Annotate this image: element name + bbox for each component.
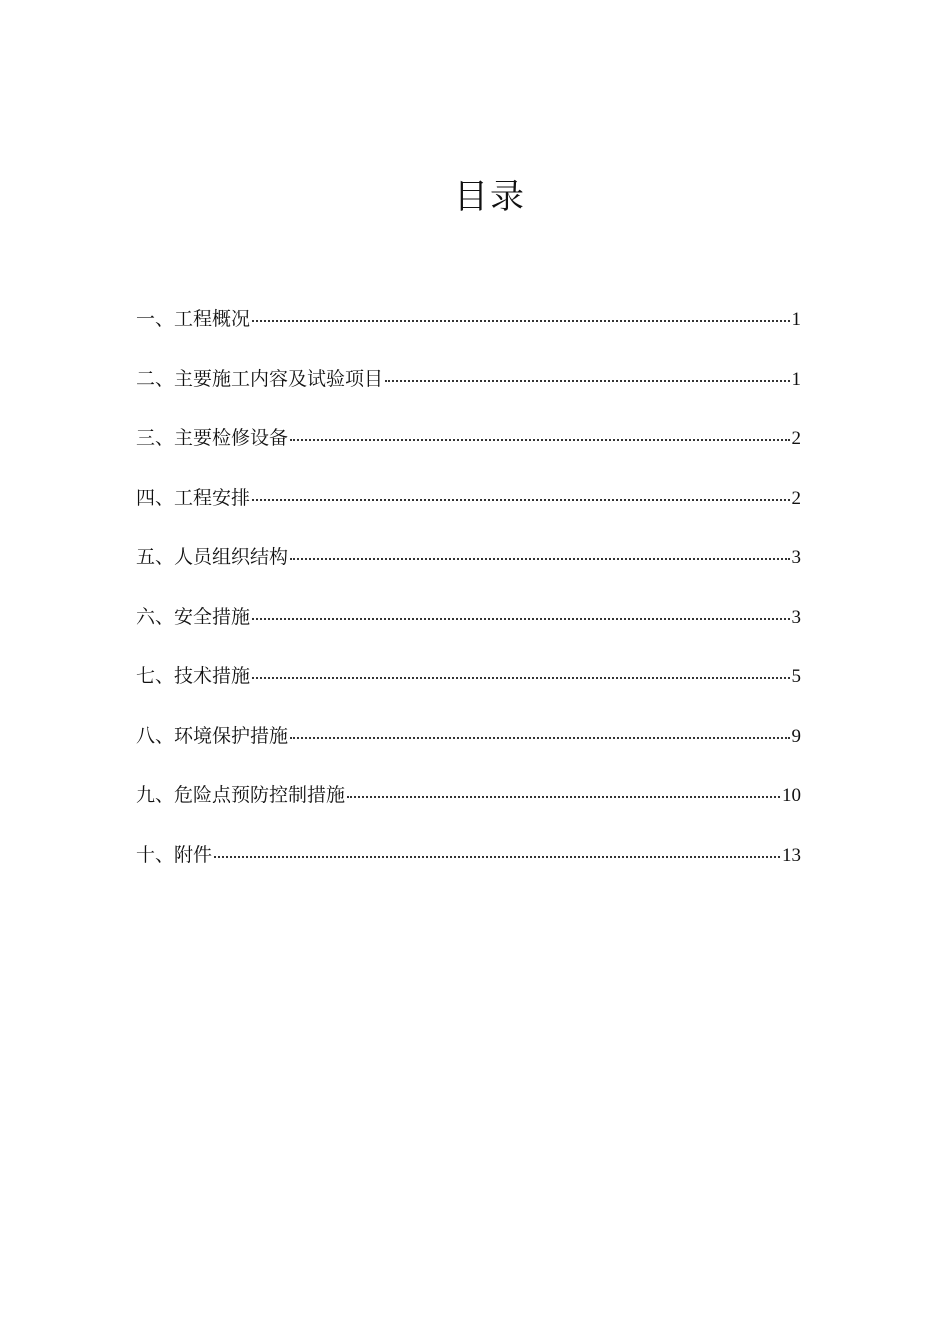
toc-entry[interactable]: [136, 481, 801, 541]
toc-page-number: 9: [791, 725, 801, 747]
toc-dot-leader: [290, 737, 789, 739]
toc-entry-label: 八、环境保护措施: [136, 724, 289, 747]
toc-entry[interactable]: [136, 540, 801, 600]
toc-title: 目录: [454, 177, 526, 217]
toc-entry-label: 一、工程概况: [136, 308, 251, 330]
toc-list: [136, 302, 801, 897]
toc-entry[interactable]: [136, 302, 801, 362]
toc-entry-label: 三、主要检修设备: [136, 427, 289, 449]
toc-dot-leader: [290, 558, 789, 560]
toc-page-number: 13: [782, 844, 801, 866]
toc-entry[interactable]: [136, 838, 801, 898]
toc-dot-leader: [252, 320, 789, 322]
toc-entry[interactable]: [136, 659, 801, 719]
toc-page-number: 2: [791, 487, 801, 509]
toc-page-number: 5: [791, 666, 801, 687]
toc-entry[interactable]: [136, 600, 801, 660]
toc-entry-label: 四、工程安排: [136, 486, 251, 509]
toc-page-number: 10: [782, 785, 801, 806]
toc-entry[interactable]: [136, 421, 801, 481]
toc-entry-label: 十、附件: [136, 843, 213, 866]
toc-page-number: 3: [791, 606, 801, 628]
toc-page-number: 1: [791, 309, 801, 330]
toc-page-number: 1: [791, 368, 801, 390]
toc-dot-leader: [347, 796, 780, 798]
toc-entry[interactable]: [136, 719, 801, 779]
toc-dot-leader: [252, 499, 789, 501]
toc-entry-label: 五、人员组织结构: [136, 546, 289, 568]
toc-entry-label: 七、技术措施: [136, 665, 251, 687]
toc-entry[interactable]: [136, 362, 801, 422]
toc-entry-label: 六、安全措施: [136, 605, 251, 628]
toc-page-number: 3: [791, 547, 801, 568]
toc-entry-label: 二、主要施工内容及试验项目: [136, 367, 384, 390]
toc-dot-leader: [385, 380, 789, 382]
toc-dot-leader: [214, 856, 780, 858]
toc-dot-leader: [290, 439, 789, 441]
toc-dot-leader: [252, 618, 789, 620]
toc-entry[interactable]: [136, 778, 801, 838]
toc-entry-label: 九、危险点预防控制措施: [136, 784, 346, 806]
toc-page-number: 2: [791, 428, 801, 449]
toc-dot-leader: [252, 677, 789, 679]
